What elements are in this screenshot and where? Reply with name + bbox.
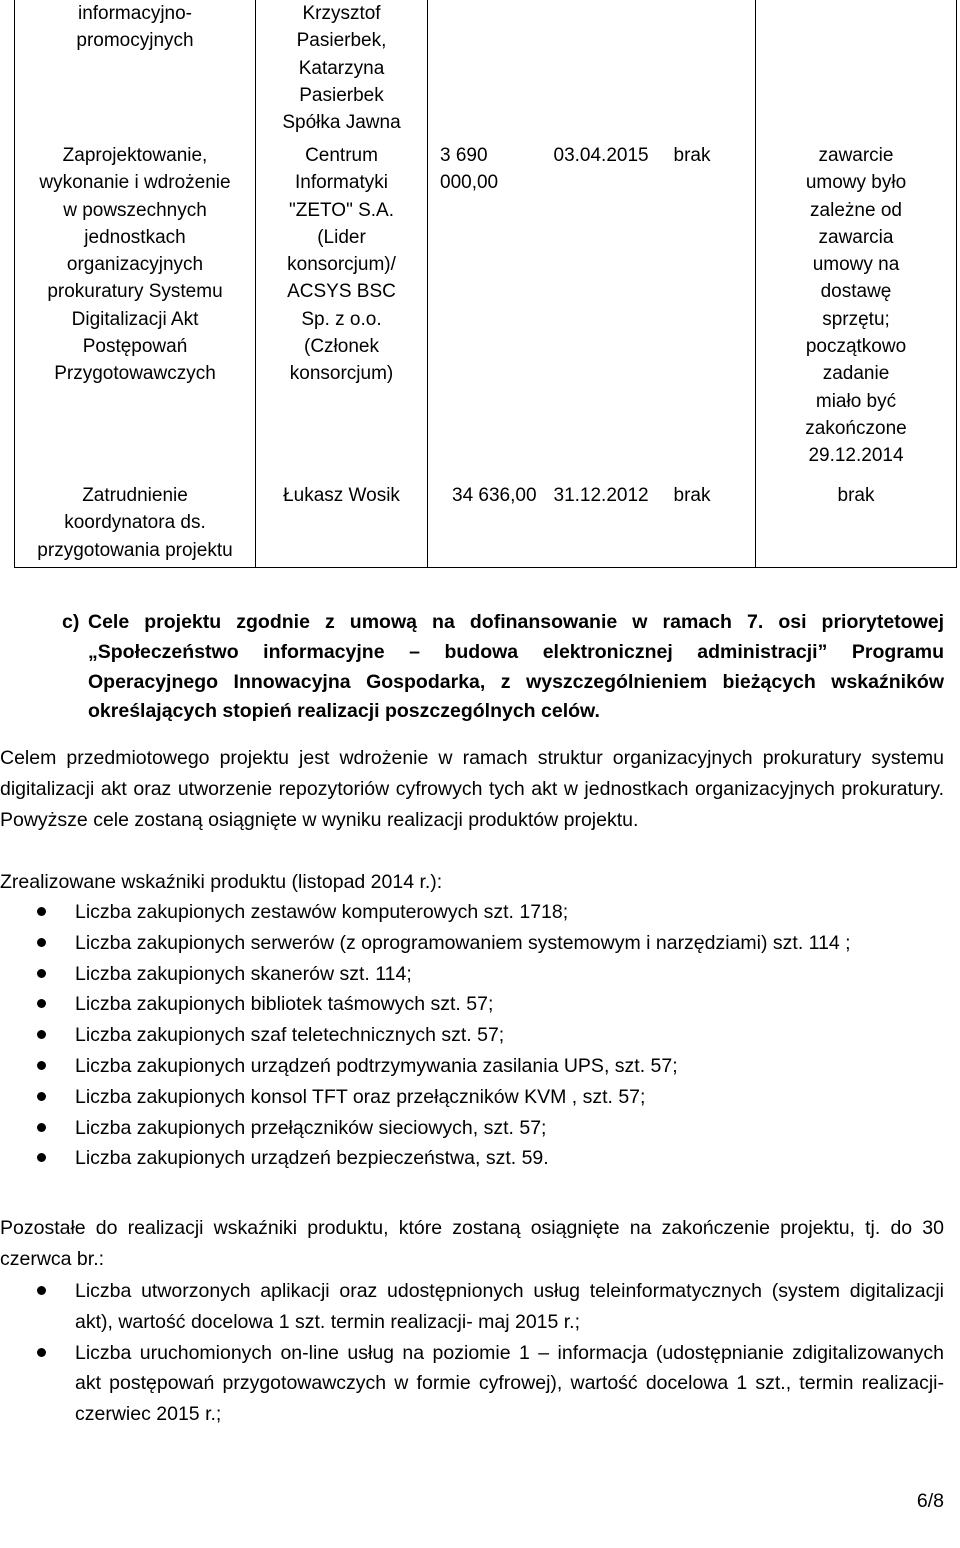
- scope-cell: informacyjno- promocyjnych: [15, 0, 256, 142]
- contracts-table: [14, 0, 957, 568]
- list-item: Liczba utworzonych aplikacji oraz udostępnionych usług teleinformatycznych (system digitalizacji akt), wartość docelowa 1 szt. termin realizacji- maj 2015 r.;: [0, 1276, 944, 1338]
- bullet-icon: [37, 1348, 46, 1357]
- value-cell: 3 690 000,00: [440, 145, 499, 194]
- realized-heading: Zrealizowane wskaźniki produktu (listopad 2014 r.):: [0, 871, 443, 893]
- bullet-icon: [37, 999, 46, 1008]
- bullet-icon: [37, 938, 46, 947]
- scope-cell: Zaprojektowanie, wykonanie i wdrożenie w powszechnych jednostkach organizacyjnych prokuratury Systemu Digitalizacji Akt Postępowań Przygotowawczych: [15, 142, 256, 482]
- bullet-icon: [37, 1153, 46, 1162]
- section-label: c): [62, 611, 80, 633]
- changes-cell: [660, 0, 756, 142]
- page-number: 6/8: [916, 1490, 944, 1512]
- bullet-icon: [37, 1030, 46, 1039]
- realized-list: [0, 897, 944, 1174]
- value-cell: 34 636,00: [428, 482, 552, 567]
- section-heading: [62, 608, 944, 727]
- remaining-heading: Pozostałe do realizacji wskaźniki produktu, które zostaną osiągnięte na zakończenie projektu, tj. do 30 czerwca br.:: [0, 1217, 944, 1270]
- list-item: Liczba zakupionych serwerów (z oprogramowaniem systemowym i narzędziami) szt. 114 ;: [0, 928, 944, 959]
- changes-cell: brak: [660, 482, 756, 567]
- bullet-icon: [37, 907, 46, 916]
- value-cell: [428, 0, 552, 142]
- list-item: Liczba zakupionych przełączników sieciowych, szt. 57;: [0, 1113, 944, 1144]
- list-item: Liczba zakupionych zestawów komputerowych szt. 1718;: [0, 897, 944, 928]
- section-heading-text: Cele projektu zgodnie z umową na dofinansowanie w ramach 7. osi priorytetowej „Społeczeństwo informacyjne – budowa elektronicznej administracji” Programu Operacyjnego Innowacyjna Gospodarka, z wyszczególnieniem bieżących wskaźników określających stopień realizacji poszczególnych celów.: [88, 611, 944, 723]
- contractor-cell: Łukasz Wosik: [256, 482, 428, 567]
- list-item: Liczba zakupionych urządzeń bezpieczeństwa, szt. 59.: [0, 1143, 944, 1174]
- scope-cell: Zatrudnienie koordynatora ds. przygotowania projektu: [15, 482, 256, 567]
- bullet-icon: [37, 1061, 46, 1070]
- list-item: Liczba zakupionych konsol TFT oraz przełączników KVM , szt. 57;: [0, 1082, 944, 1113]
- table-row: [15, 482, 957, 567]
- remaining-list: [0, 1276, 944, 1430]
- list-item: Liczba zakupionych bibliotek taśmowych szt. 57;: [0, 989, 944, 1020]
- bullet-icon: [37, 1286, 46, 1295]
- contractor-cell: Centrum Informatyki "ZETO" S.A. (Lider konsorcjum)/ ACSYS BSC Sp. z o.o. (Członek konsorcjum): [256, 142, 428, 482]
- notes-cell: brak: [756, 482, 957, 567]
- changes-cell: brak: [673, 145, 711, 166]
- list-item: Liczba zakupionych urządzeń podtrzymywania zasilania UPS, szt. 57;: [0, 1051, 944, 1082]
- notes-cell: [756, 0, 957, 142]
- notes-cell: zawarcie umowy było zależne od zawarcia umowy na dostawę sprzętu; początkowo zadanie miało być zakończone 29.12.2014: [756, 142, 957, 482]
- bullet-icon: [37, 1092, 46, 1101]
- table-row: [15, 142, 957, 482]
- contractor-cell: Krzysztof Pasierbek, Katarzyna Pasierbek Spółka Jawna: [256, 0, 428, 142]
- date-cell: [552, 0, 660, 142]
- bullet-icon: [37, 969, 46, 978]
- table-row: [15, 0, 957, 142]
- date-cell: 31.12.2012: [552, 482, 660, 567]
- list-item: Liczba zakupionych szaf teletechnicznych szt. 57;: [0, 1020, 944, 1051]
- date-cell: 03.04.2015: [553, 145, 649, 166]
- list-item: Liczba uruchomionych on-line usług na poziomie 1 – informacja (udostępnianie zdigitalizowanych akt postępowań przygotowawczych w formie cyfrowej), wartość docelowa 1 szt., termin realizacji- czerwiec 2015 r.;: [0, 1338, 944, 1430]
- list-item: Liczba zakupionych skanerów szt. 114;: [0, 959, 944, 990]
- intro-paragraph: Celem przedmiotowego projektu jest wdrożenie w ramach struktur organizacyjnych prokuratury systemu digitalizacji akt oraz utworzenie repozytoriów cyfrowych tych akt w jednostkach organizacyjnych prokuratury. Powyższe cele zostaną osiągnięte w wyniku realizacji produktów projektu.: [0, 747, 944, 831]
- bullet-icon: [37, 1123, 46, 1132]
